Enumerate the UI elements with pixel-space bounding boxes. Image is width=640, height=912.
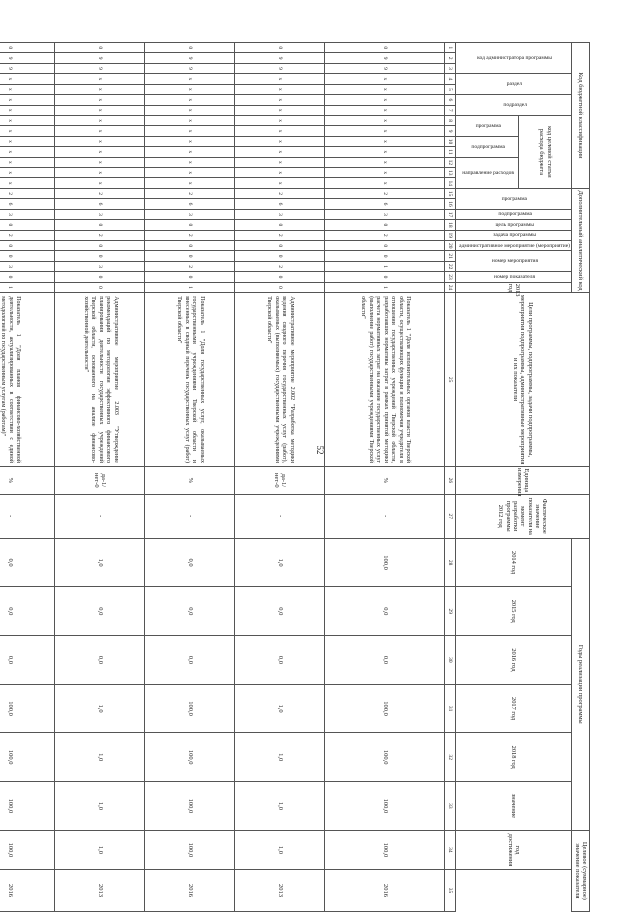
indicator-text: Показатель 1 "Доля исполнительных органов власти Тверской области, осуществляющих функции и полномочия учредителя в отношении государственных учреждений Тверской области, разработавших нормативы затрат в рамках принятой методики расчета нормативных затрат на оказание государственных услуг (выполнение работ) государственными учреждениями Тверской области" [325,293,445,467]
table-body [0,43,445,912]
indicator-text: Показатель 1 "Доля государственных услуг, оказываемых государственными учреждениями Тверской области и внесенных в сводный перечень государственных услуг (работ) Тверской области" [145,293,235,467]
final-value-cell: 100,0 [145,830,235,869]
code-cell: 3 [0,261,55,271]
code-cell: х [325,168,445,178]
indicator-number-header: номер показателя [494,273,536,280]
code-cell: 3 [235,209,325,219]
code-cell: 0 [55,241,145,251]
code-cell: 0 [145,272,235,282]
year-2018-header: 2018 год [456,733,572,782]
code-cell: 0 [235,43,325,53]
year-value-cell: 100,0 [325,733,445,782]
column-number: 8 [445,115,456,125]
column-number: 29 [445,587,456,636]
code-cell: 3 [325,209,445,219]
code-cell: 2 [235,230,325,240]
section-header: раздел [507,81,523,88]
code-cell: 9 [145,63,235,73]
code-cell: х [55,105,145,115]
indicator-text: Показатель 1 "Доля планов финансово-хозяйственной деятельности, актуализированных в соответствии с единой методологией по государственным услугам (работам)" [0,293,55,467]
code-cell: х [0,126,55,136]
year-value-cell: 100,0 [0,684,55,733]
task-header: задача программы [493,232,537,239]
code-cell: 0 [235,272,325,282]
code-cell: 9 [0,63,55,73]
year-2016-header: 2016 год [456,636,572,685]
unit-header: Единица измерения [456,466,590,494]
code-cell: 2 [235,188,325,198]
code-cell: 2 [0,188,55,198]
code-cell: 0 [55,282,145,292]
code-cell: 6 [0,199,55,209]
column-number: 15 [445,188,456,198]
fact-cell: - [55,494,145,538]
code-cell: х [325,136,445,146]
final-value-cell: 100,0 [0,830,55,869]
column-number: 16 [445,199,456,209]
year-value-cell: 0,0 [55,636,145,685]
subsection-header: подраздел [503,101,527,108]
year-value-cell: 100,0 [325,538,445,587]
code-cell: х [325,147,445,157]
column-number: 2 [445,53,456,63]
code-cell: 9 [145,53,235,63]
year-value-cell: 1,0 [235,782,325,831]
final-value-cell: 1,0 [235,830,325,869]
code-cell: 9 [235,63,325,73]
code-cell: 0 [0,241,55,251]
year-value-cell: 100,0 [145,782,235,831]
column-number: 13 [445,168,456,178]
action-number-header: номер мероприятия [491,258,538,265]
final-header: Целевое (суммарное) значение показателя [572,830,590,911]
code-cell: 6 [235,199,325,209]
code-cell: 1 [145,282,235,292]
code-cell: х [145,126,235,136]
code-cell: 0 [55,251,145,261]
year-value-cell: 100,0 [145,733,235,782]
table-row [55,43,145,912]
final-year-cell: 2013 [235,870,325,912]
code-cell: х [235,157,325,167]
code-cell: х [0,136,55,146]
code-cell: 2 [145,230,235,240]
code-cell: 9 [325,53,445,63]
code-cell: 3 [145,209,235,219]
admin-code-header: код администратора программы [477,54,553,61]
direction-header: направление расходов [462,169,515,176]
budget-classification-header: Код бюджетной классификации [572,43,590,189]
code-cell: х [145,115,235,125]
column-number: 25 [445,293,456,467]
unit-cell: да-1/нет-0 [235,466,325,494]
code-cell: 0 [145,220,235,230]
final-year-header: год достижения [456,830,572,869]
year-value-cell: 1,0 [55,538,145,587]
final-year-cell: 2016 [145,870,235,912]
code-cell: х [325,115,445,125]
column-number: 27 [445,494,456,538]
subprogram-header: подпрограмма [498,211,532,218]
unit-cell: % [325,466,445,494]
column-number: 28 [445,538,456,587]
code-cell: х [235,115,325,125]
year-value-cell: 0,0 [0,636,55,685]
year-value-cell: 0,0 [0,538,55,587]
code-cell: х [145,168,235,178]
code-cell: х [235,147,325,157]
year-value-cell: 100,0 [145,684,235,733]
code-cell: х [325,178,445,188]
year-2014-header: 2014 год [456,538,572,587]
year-value-cell: 0,0 [145,538,235,587]
year-value-cell: 0,0 [325,587,445,636]
code-cell: х [145,136,235,146]
column-number: 23 [445,272,456,282]
code-cell: х [0,168,55,178]
column-number: 17 [445,209,456,219]
code-cell: 2 [325,188,445,198]
years-header: Годы реализации программы [572,538,590,830]
program-indicators-table [0,42,590,912]
code-cell: 2 [145,188,235,198]
code-cell: 3 [55,261,145,271]
code-cell: х [325,84,445,94]
table-row [145,43,235,912]
code-cell: 0 [235,282,325,292]
code-cell: х [325,95,445,105]
column-number: 14 [445,178,456,188]
column-numbers-row [445,43,456,912]
code-cell: х [55,74,145,84]
year-value-cell: 100,0 [0,782,55,831]
code-cell: х [0,105,55,115]
code-cell: 0 [55,43,145,53]
year-value-cell: 0,0 [55,587,145,636]
year-value-cell: 0,0 [235,636,325,685]
code-cell: 1 [325,282,445,292]
column-number: 5 [445,84,456,94]
program-table-sheet [0,42,590,912]
code-cell: х [235,136,325,146]
year-value-cell: 100,0 [0,733,55,782]
column-number: 35 [445,870,456,912]
code-cell: х [55,84,145,94]
code-cell: х [235,168,325,178]
code-cell: х [325,157,445,167]
column-number: 11 [445,147,456,157]
column-number: 18 [445,220,456,230]
year-value-cell: 100,0 [325,782,445,831]
code-cell: 0 [235,241,325,251]
final-value-header: значение [456,782,572,831]
column-number: 1 [445,43,456,53]
code-cell: 0 [0,43,55,53]
code-cell: х [0,157,55,167]
code-cell: х [55,157,145,167]
final-year-cell: 2013 [55,870,145,912]
code-cell: 3 [0,209,55,219]
analytic-code-header: Дополнительный аналитический код [572,188,590,292]
program-header: программа [502,195,528,202]
code-cell: 9 [0,53,55,63]
target-article-header: код целевой статьи расхода бюджета [519,115,572,188]
fact-cell: - [235,494,325,538]
unit-cell: да-1/нет-0 [55,466,145,494]
table-row [325,43,445,912]
code-cell: 0 [0,220,55,230]
column-number: 22 [445,261,456,271]
column-number: 7 [445,105,456,115]
fact-cell: - [145,494,235,538]
column-number: 34 [445,830,456,869]
year-value-cell: 0,0 [235,587,325,636]
code-cell: 6 [145,199,235,209]
year-value-cell: 1,0 [55,782,145,831]
action-header: административное мероприятие (мероприятие) [459,242,571,249]
code-cell: 0 [325,43,445,53]
code-cell: 1 [0,282,55,292]
column-number: 31 [445,684,456,733]
code-cell: х [235,178,325,188]
page-number: 52 [315,445,325,455]
code-cell: 3 [55,209,145,219]
code-cell: х [0,178,55,188]
code-cell: 0 [145,43,235,53]
column-number: 3 [445,63,456,73]
code-cell: 0 [145,241,235,251]
code-cell: х [0,115,55,125]
code-cell: 6 [325,199,445,209]
column-number: 9 [445,126,456,136]
code-cell: 0 [325,251,445,261]
year-value-cell: 1,0 [235,538,325,587]
code-cell: х [235,95,325,105]
code-cell: х [145,157,235,167]
column-number: 32 [445,733,456,782]
code-cell: х [55,115,145,125]
year-value-cell: 1,0 [55,684,145,733]
code-cell: 0 [145,251,235,261]
code-cell: х [0,84,55,94]
year-2015-header: 2015 год [456,587,572,636]
code-cell: 0 [55,272,145,282]
final-value-cell: 1,0 [55,830,145,869]
code-cell: 2 [55,230,145,240]
year-value-cell: 0,0 [325,636,445,685]
year-value-cell: 1,0 [55,733,145,782]
table-row [0,43,55,912]
code-cell: х [325,74,445,84]
code-cell: х [0,95,55,105]
subprogram-sub-header: подпрограмма [471,143,506,150]
code-cell: 6 [55,199,145,209]
table-row [235,43,325,912]
code-cell: 0 [235,251,325,261]
unit-cell: % [0,466,55,494]
code-cell: х [145,178,235,188]
year-value-cell: 1,0 [235,733,325,782]
final-year-cell: 2016 [325,870,445,912]
code-cell: х [55,147,145,157]
description-header: Цели программы, подпрограммы, задачи подпрограммы, мероприятия подпрограммы, административные мероприятия и их показатели [456,293,590,467]
column-number: 4 [445,74,456,84]
code-cell: х [235,126,325,136]
code-cell: х [145,105,235,115]
code-cell: 0 [325,272,445,282]
year-2013-header: 2013 год [456,282,572,292]
indicator-text: Административное мероприятие 2.002 "Разработка методики ведения сводного перечня государственных услуг (работ), оказываемых (выполняемых) государственными учреждениями Тверской области" [235,293,325,467]
code-cell: х [55,168,145,178]
code-cell: х [235,74,325,84]
column-number: 24 [445,282,456,292]
final-year-cell: 2016 [0,870,55,912]
fact-header: Фактическое значение показателя на момент разработки программы 2012 год [456,494,590,538]
column-number: 6 [445,95,456,105]
code-cell: х [55,126,145,136]
code-cell: 0 [55,220,145,230]
program-sub-header: программа [475,122,502,129]
unit-cell: % [145,466,235,494]
code-cell: 2 [235,261,325,271]
code-cell: 1 [325,261,445,271]
code-cell: 0 [325,241,445,251]
code-cell: 2 [0,230,55,240]
code-cell: 9 [55,53,145,63]
column-number: 10 [445,136,456,146]
column-number: 20 [445,241,456,251]
code-cell: 0 [235,220,325,230]
column-number: 12 [445,157,456,167]
column-number: 33 [445,782,456,831]
fact-cell: - [0,494,55,538]
code-cell: 9 [235,53,325,63]
year-value-cell: 0,0 [145,636,235,685]
code-cell: х [325,105,445,115]
code-cell: х [325,126,445,136]
year-value-cell: 1,0 [235,684,325,733]
column-number: 21 [445,251,456,261]
code-cell: 0 [0,251,55,261]
code-cell: 0 [0,272,55,282]
code-cell: х [55,136,145,146]
code-cell: х [145,95,235,105]
code-cell: 0 [325,220,445,230]
goal-header: цель программы [495,221,535,228]
final-value-cell: 100,0 [325,830,445,869]
code-cell: х [55,95,145,105]
code-cell: х [235,105,325,115]
code-cell: х [0,74,55,84]
year-value-cell: 100,0 [325,684,445,733]
code-cell: 9 [55,63,145,73]
year-value-cell: 0,0 [0,587,55,636]
column-number: 19 [445,230,456,240]
code-cell: х [0,147,55,157]
column-number: 30 [445,636,456,685]
fact-cell: - [325,494,445,538]
indicator-text: Административное мероприятие 2.003 "Утверждение рекомендаций по методологии эффективного финансового планирования деятельности государственных учреждений Тверской области, основанного на анализе финансово-хозяйственной деятельности" [55,293,145,467]
code-cell: х [145,84,235,94]
column-number: 26 [445,466,456,494]
code-cell: 2 [325,230,445,240]
code-cell: х [55,178,145,188]
code-cell: х [235,84,325,94]
code-cell: 9 [325,63,445,73]
year-value-cell: 0,0 [145,587,235,636]
code-cell: х [145,74,235,84]
code-cell: 2 [145,261,235,271]
code-cell: 2 [55,188,145,198]
year-2017-header: 2017 год [456,684,572,733]
code-cell: х [145,147,235,157]
